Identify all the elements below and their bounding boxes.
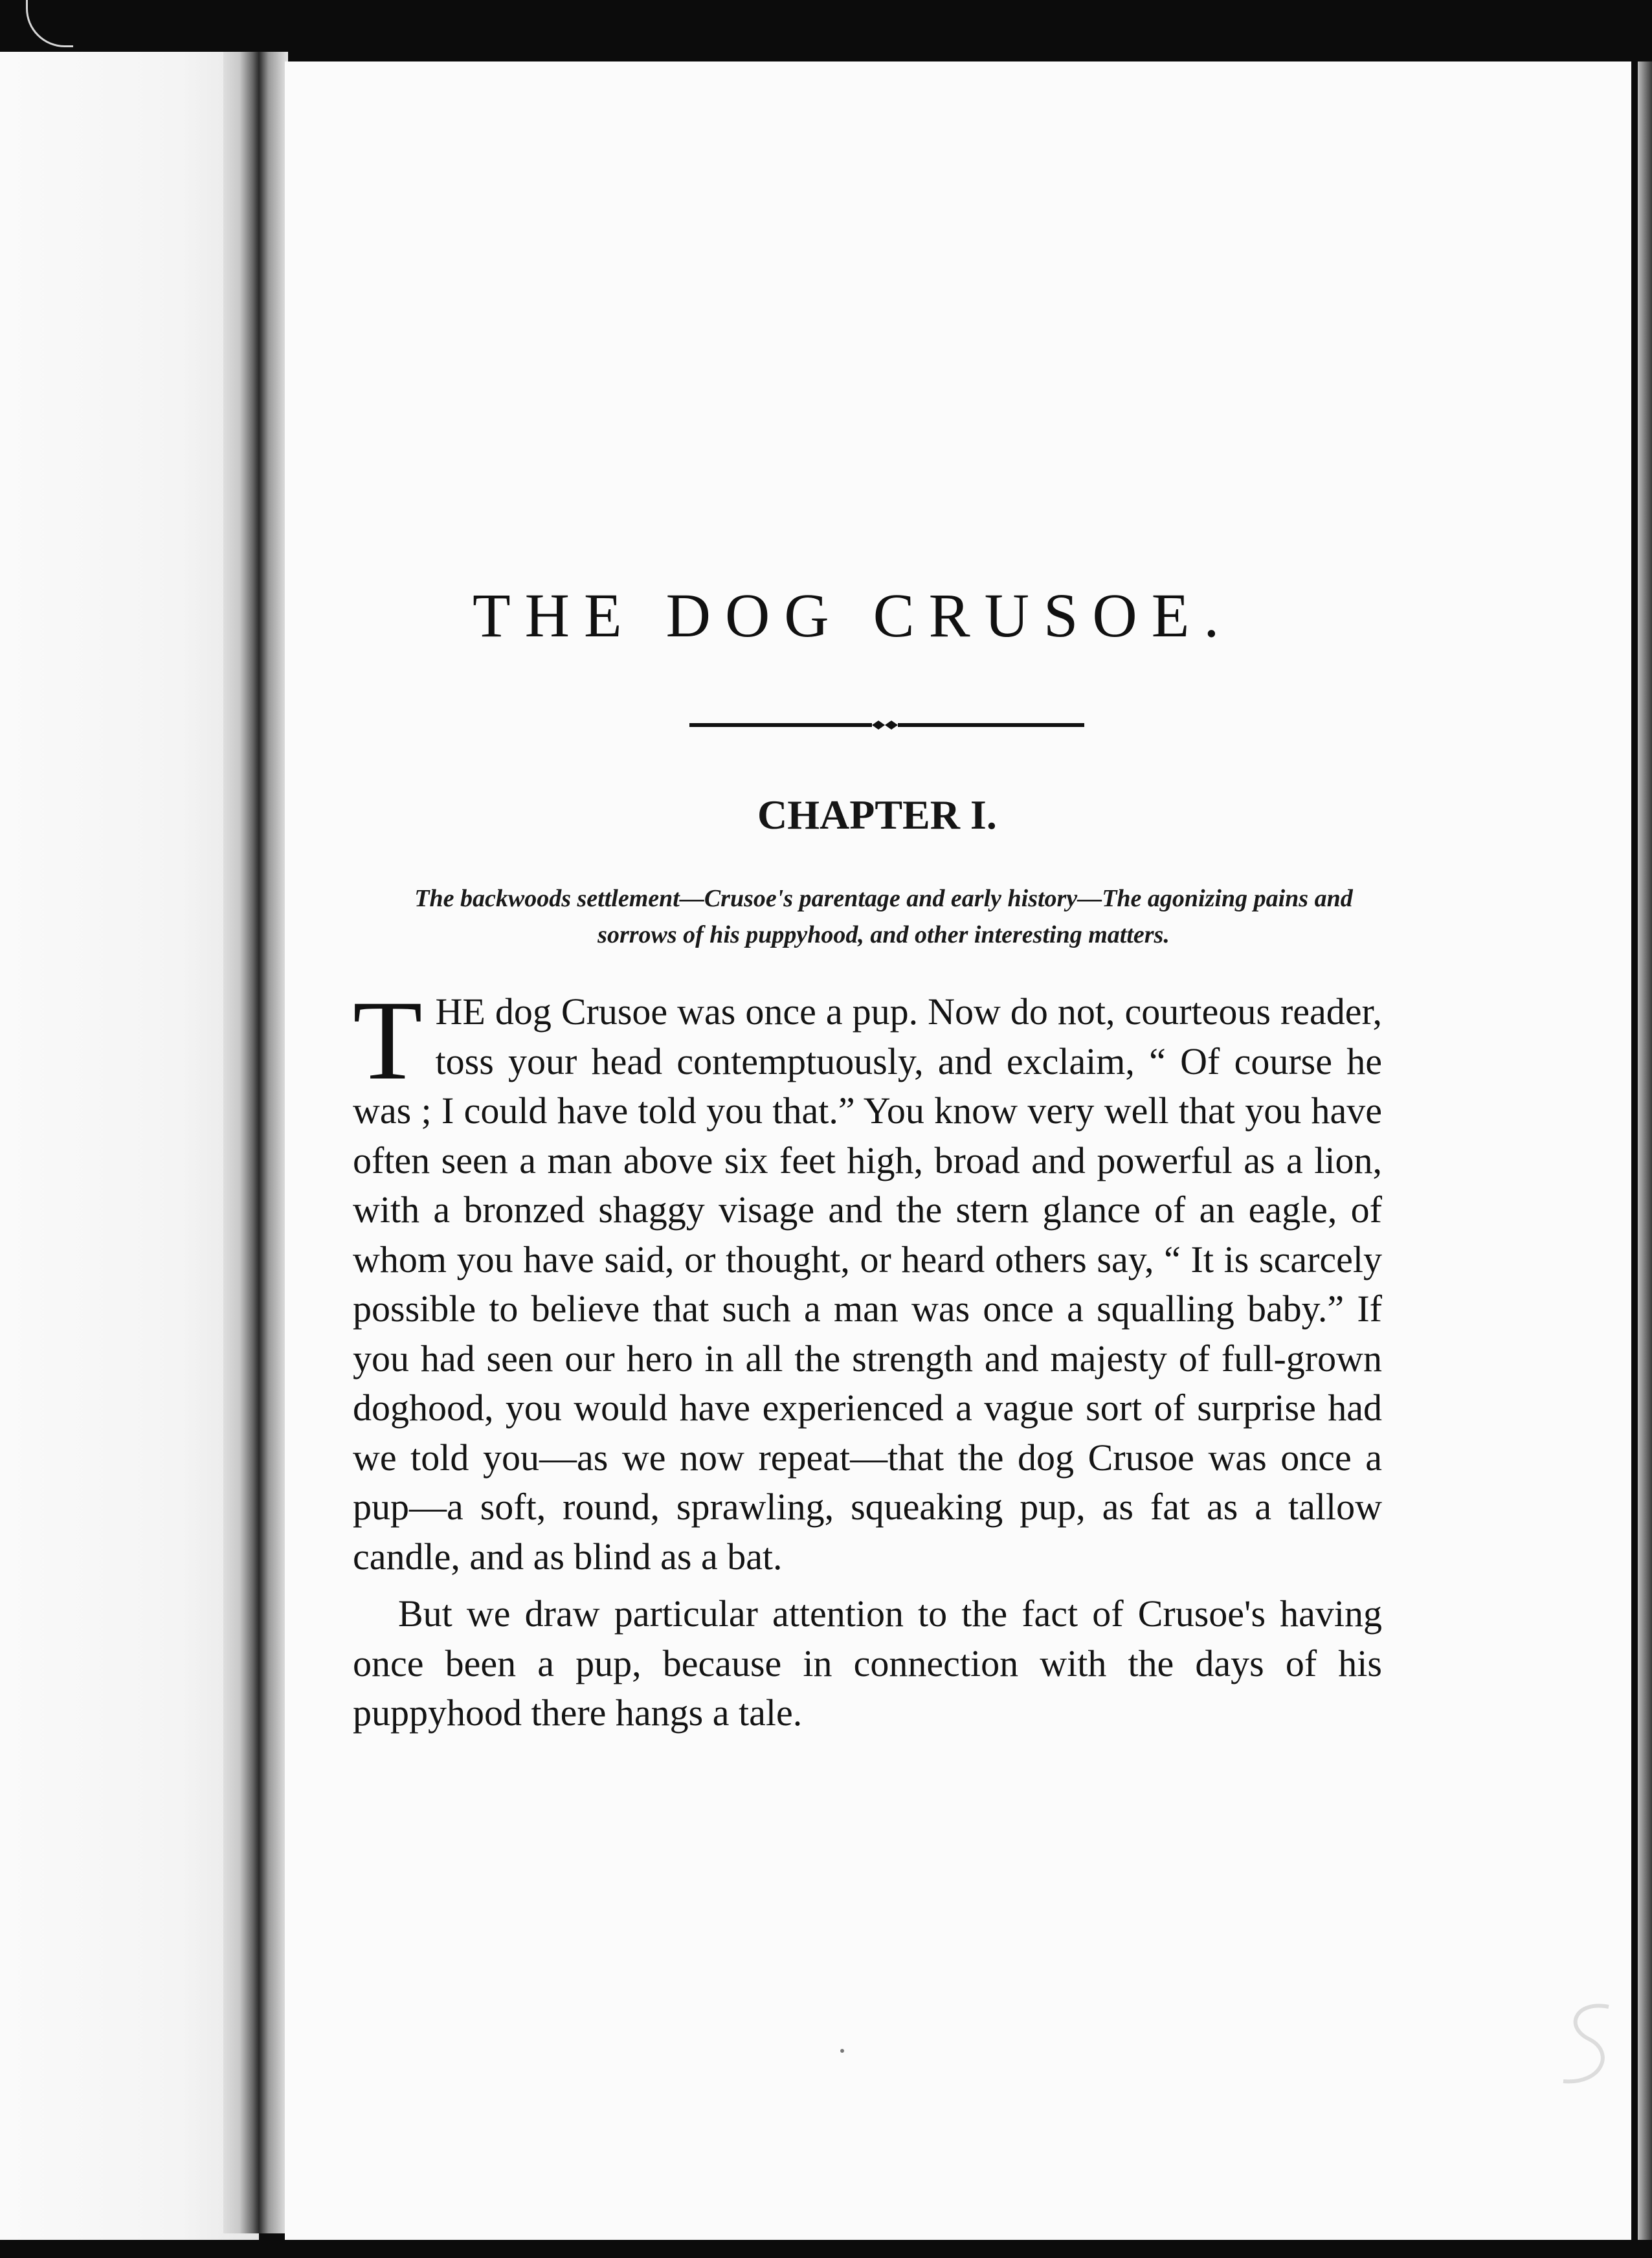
paragraph-2: But we draw particular attention to the fact of Crusoe's having once been a pup, because in connection with the days of his puppyhood there hangs a tale. (353, 1593, 1382, 1734)
scan-artifact-mark (1550, 2000, 1622, 2091)
paragraph-1 (353, 978, 1382, 1582)
paragraph-1-text: HE dog Crusoe was once a pup. Now do not, courteous reader, toss your head contemptuously, and exclaim, “ Of course he was ; I could have told you that.” You know very well that you have often seen a man above six feet high, broad and powerful as a lion, with a bronzed shaggy visage and the stern glance of an eagle, of whom you have said, or thought, or heard others say, “ It is scarcely possible to believe that such a man was once a squalling baby.” If you had seen our hero in all the strength and majesty of full-grown doghood, you would have experienced a vague sort of surprise had we told you—as we now repeat—that the dog Crusoe was once a pup—a soft, round, sprawling, squeaking pup, as fat as a tallow candle, and as blind as a bat. (353, 990, 1382, 1578)
ink-speck (840, 2049, 844, 2053)
book-title: THE DOG CRUSOE. (473, 581, 1234, 650)
chapter-body (353, 978, 1382, 1738)
left-blank-page (0, 52, 259, 2240)
drop-cap: T (353, 978, 423, 1104)
fold-mark (26, 0, 73, 47)
chapter-heading: CHAPTER I. (757, 792, 997, 838)
page-edge (1638, 61, 1652, 2240)
book-gutter (223, 52, 288, 2233)
title-rule-ornament (689, 715, 1084, 735)
chapter-synopsis: The backwoods settlement—Crusoe's parentage and early history—The agonizing pains and sorrows of his puppyhood, and other interesting matters. (414, 885, 1353, 948)
